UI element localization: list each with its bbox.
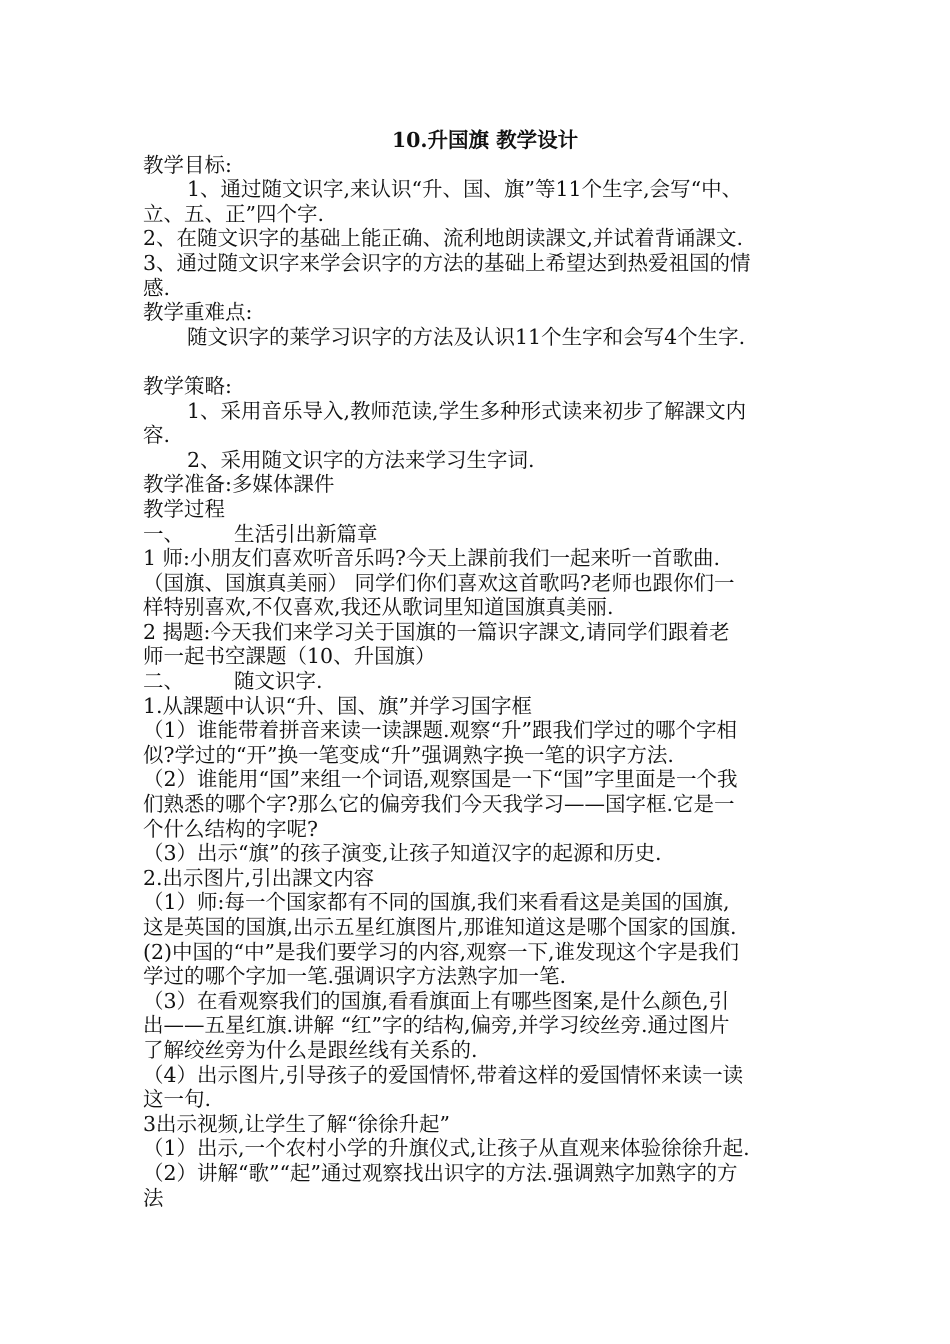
goal-3-line-1: 3、通过随文识字来学会识字的方法的基础上希望达到热爱祖国的情 (143, 250, 751, 275)
part-1-title: 生活引出新篇章 (234, 521, 378, 546)
step-1-3: （3）出示“旗”的孩子演变,让孩子知道汉字的起源和历史. (143, 841, 662, 866)
step-3-2-line-2: 法 (143, 1185, 164, 1210)
step-2-2-line-2: 学过的哪个字加一笔.强调识字方法熟字加一笔. (143, 964, 567, 989)
prep-line: 教学准备:多媒体課件 (143, 472, 335, 497)
step-2-4-line-2: 这一句. (143, 1087, 212, 1112)
strategy-1-line-1: 1、采用音乐导入,教师范读,学生多种形式读来初步了解課文内 (187, 398, 747, 423)
strategy-1-line-2: 容. (143, 423, 171, 448)
goal-1-line-2: 立、五、正”四个字. (143, 201, 324, 226)
goal-3-line-2: 感. (143, 275, 171, 300)
goal-2: 2、在随文识字的基础上能正确、流利地朗读課文,并试着背诵課文. (143, 226, 744, 251)
goal-1-line-1: 1、通过随文识字,来认识“升、国、旗”等11个生字,会写“中、 (187, 177, 743, 202)
step-2-heading: 2.出示图片,引出課文内容 (143, 865, 375, 890)
step-2-1-line-2: 这是英国的国旗,出示五星红旗图片,那谁知道这是哪个国家的国旗. (143, 915, 737, 939)
part-2-title: 随文识字. (234, 669, 323, 694)
paragraph-1-line-2: （国旗、国旗真美丽） 同学们你们喜欢这首歌吗?老师也跟你们一 (143, 570, 735, 595)
paragraph-2-line-1: 2 揭题:今天我们来学习关于国旗的一篇识字課文,请同学们跟着老 (143, 619, 730, 644)
step-3-1: （1）出示,一个农村小学的升旗仪式,让孩子从直观来体验徐徐升起. (143, 1136, 750, 1161)
strategy-2: 2、采用随文识字的方法来学习生字词. (187, 447, 535, 472)
paragraph-1-line-1: 1 师:小朋友们喜欢听音乐吗?今天上課前我们一起来听一首歌曲. (143, 546, 720, 571)
step-1-2-line-3: 个什么结构的字呢? (143, 816, 318, 841)
step-3-2-line-1: （2）讲解“歌”“起”通过观察找出识字的方法.强调熟字加熟字的方 (143, 1160, 738, 1185)
strategy-heading: 教学策略: (143, 373, 232, 398)
blank-line (143, 349, 815, 374)
step-2-3-line-2: 出——五星红旗.讲解 “红”字的结构,偏旁,并学习绞丝旁.通过图片 (143, 1013, 730, 1038)
part-1-number: 一、 (143, 521, 184, 546)
process-heading: 教学过程 (143, 496, 225, 521)
step-1-1-line-2: 似?学过的“开”换一笔变成“升”强调熟字换一笔的识字方法. (143, 742, 674, 767)
page-title: 10.升国旗 教学设计 (391, 128, 579, 152)
paragraph-2-line-2: 师一起书空課题（10、升国旗） (143, 644, 436, 669)
part-2-heading (143, 669, 815, 694)
step-2-3-line-3: 了解绞丝旁为什么是跟丝线有关系的. (143, 1037, 478, 1062)
step-2-3-line-1: （3）在看观察我们的国旗,看看旗面上有哪些图案,是什么颜色,引 (143, 988, 730, 1013)
step-2-4-line-1: （4）出示图片,引导孩子的爱国情怀,带着这样的爱国情怀来读一读 (143, 1062, 744, 1087)
step-1-heading: 1.从課题中认识“升、国、旗”并学习国字框 (143, 693, 533, 718)
difficulty-heading: 教学重难点: (143, 300, 253, 325)
step-3-heading: 3出示视频,让学生了解“徐徐升起” (143, 1111, 451, 1136)
part-1-heading (143, 522, 815, 547)
step-1-1-line-1: （1）谁能带着拼音来读一读課题.观察“升”跟我们学过的哪个字相 (143, 718, 738, 743)
step-2-2-line-1: (2)中国的“中”是我们要学习的内容,观察一下,谁发现这个字是我们 (143, 939, 740, 964)
document-page (143, 128, 815, 1210)
paragraph-1-line-3: 样特别喜欢,不仅喜欢,我还从歌词里知道国旗真美丽. (143, 595, 614, 620)
step-1-2-line-2: 们熟悉的哪个字?那么它的偏旁我们今天我学习——国字框.它是一 (143, 792, 735, 817)
goals-heading: 教学目标: (143, 152, 232, 177)
step-2-1-line-1: （1）师:每一个国家都有不同的国旗,我们来看看这是美国的国旗, (143, 890, 730, 915)
step-1-2-line-1: （2）谁能用“国”来组一个词语,观察国是一下“国”字里面是一个我 (143, 767, 738, 792)
part-2-number: 二、 (143, 669, 184, 694)
difficulty-text: 随文识字的莱学习识字的方法及认识11个生字和会写4个生字. (187, 324, 746, 349)
